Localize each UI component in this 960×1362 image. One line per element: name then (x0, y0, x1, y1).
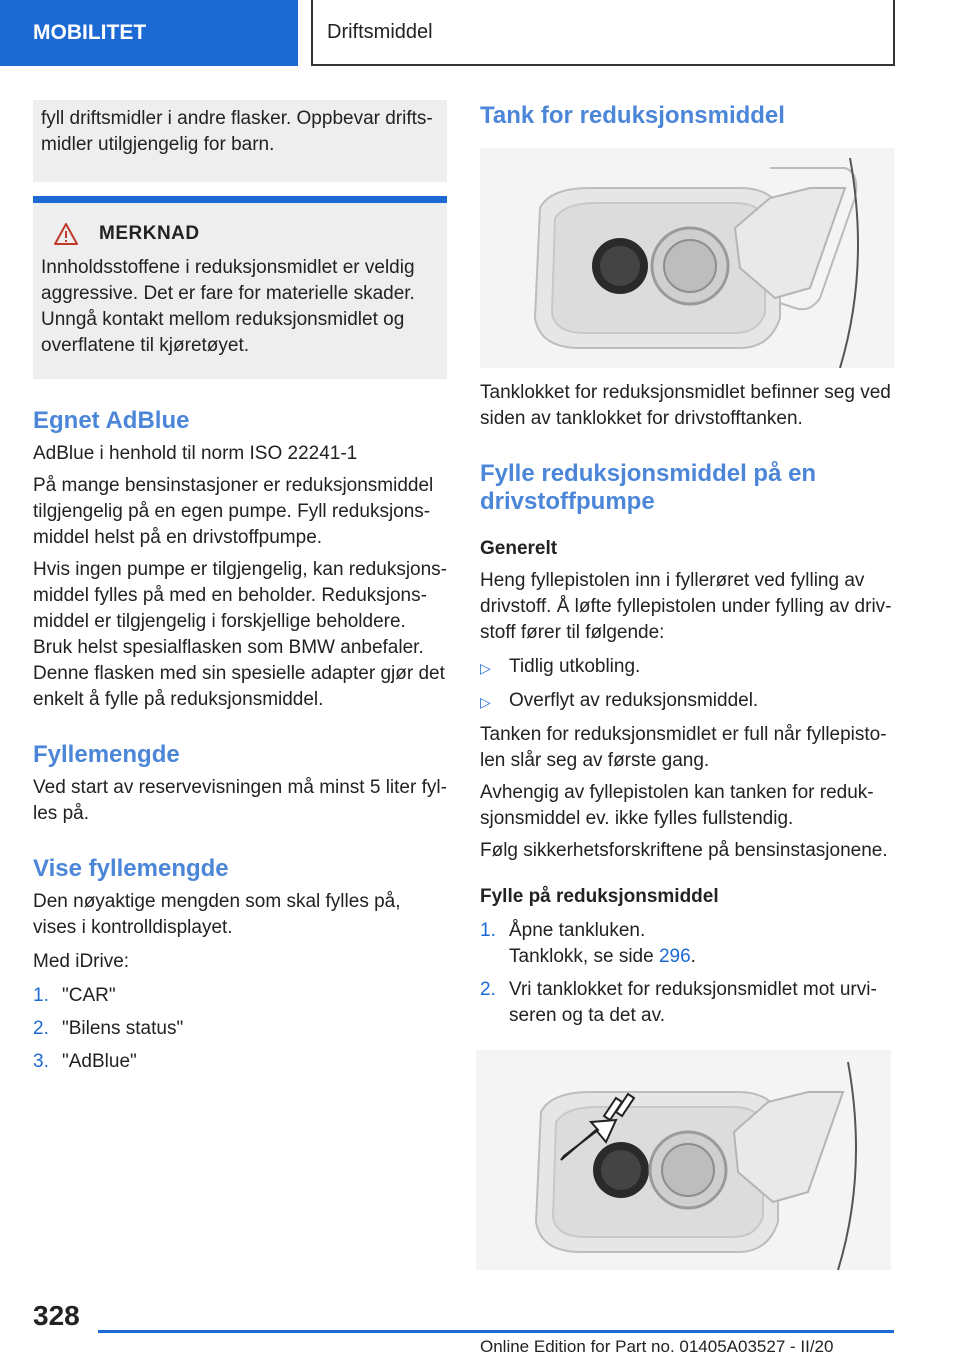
paragraph: Ved start av reservevisningen må minst 5 liter fyl-les på. (33, 777, 447, 824)
paragraph: Den nøyaktige mengden som skal fylles på, vises i kontrolldisplayet. (33, 891, 401, 938)
page-title: Driftsmiddel (327, 20, 433, 43)
paragraph: Avhengig av fyllepistolen kan tanken for reduk-sjonsmiddel ev. ikke fylles fullstendig. (480, 782, 874, 829)
paragraph: Hvis ingen pumpe er tilgjengelig, kan reduksjons-middel fylles på med en beholder. Reduksjons-middel er tilgjengelig i forskjellige beholdere. Bruk helst spesialflasken som BMW anbefaler. Denne flasken med sin spesielle adapter gjør det enkelt å fylle på reduksjonsmiddel. (33, 559, 448, 710)
paragraph: Med iDrive: (33, 951, 130, 972)
step-ref-suffix: . (690, 946, 696, 967)
list-item (480, 977, 895, 1029)
section-fylle-drivstoffpumpe (480, 460, 895, 1029)
triangle-bullet-icon: ▷ (480, 694, 491, 710)
note-title: MERKNAD (99, 223, 200, 244)
cap-removal-illustration (476, 1050, 891, 1270)
note-text: Innholdsstoffene i reduksjonsmidlet er veldig aggressive. Det er fare for materielle skader. Unngå kontakt mellom reduksjonsmidlet og overflatene til kjøretøyet. (41, 257, 415, 356)
paragraph: Følg sikkerhetsforskriftene på bensinstasjonene. (480, 840, 888, 861)
list-item (33, 1016, 447, 1042)
section-heading: Egnet AdBlue (33, 407, 190, 434)
page-number: 328 (33, 1300, 80, 1331)
step-number: 3. (33, 1051, 49, 1072)
paragraph: AdBlue i henhold til norm ISO 22241-1 (33, 443, 358, 464)
step-number: 1. (480, 920, 496, 941)
tank-cap-removal-image (476, 1050, 891, 1270)
paragraph: Heng fyllepistolen inn i fyllerøret ved fylling av drivstoff. Å løfte fyllepistolen under fylling av driv-stoff fører til følgende: (480, 570, 892, 643)
step-number: 2. (480, 979, 496, 1000)
footer-divider (98, 1330, 894, 1333)
list-item (33, 1049, 447, 1075)
section-vise-fyllemengde (33, 855, 447, 1075)
list-item (480, 654, 895, 681)
paragraph: På mange bensinstasjoner er reduksjonsmiddel tilgjengelig på en egen pumpe. Fyll reduksjons-middel helst på en drivstoffpumpe. (33, 475, 434, 548)
section-tab (0, 0, 298, 66)
warning-icon (53, 222, 79, 246)
section-label: MOBILITET (33, 21, 147, 44)
step-ref-prefix: Tanklokk, se side (509, 946, 659, 967)
bullet-text: Tidlig utkobling. (509, 656, 641, 677)
step-main-text: Åpne tankluken. (509, 920, 646, 941)
step-number: 2. (33, 1018, 49, 1039)
tank-flap-illustration (480, 148, 895, 368)
section-heading: Tank for reduksjonsmiddel (480, 102, 785, 129)
list-item (480, 688, 895, 715)
note-box (33, 196, 447, 379)
continued-warning-box (33, 100, 447, 182)
step-text (509, 918, 895, 970)
refill-steps (480, 918, 895, 1029)
note-header (41, 221, 439, 247)
step-text: Vri tanklokket for reduksjonsmidlet mot urvi-seren og ta det av. (509, 979, 877, 1026)
page-title-bar (311, 0, 895, 66)
list-item (33, 983, 447, 1009)
list-item (480, 918, 895, 970)
step-text: "Bilens status" (62, 1018, 184, 1039)
step-text: "CAR" (62, 985, 116, 1006)
step-text: "AdBlue" (62, 1051, 137, 1072)
tank-flap-image (480, 148, 895, 368)
section-heading: Fyllemengde (33, 741, 180, 768)
bullet-list (480, 654, 895, 715)
bullet-text: Overflyt av reduksjonsmiddel. (509, 690, 759, 711)
image-caption: Tanklokket for reduksjonsmidlet befinner seg ved siden av tanklokket for drivstofftanken. (480, 382, 891, 429)
section-egnet-adblue (33, 407, 447, 713)
subheading: Fylle på reduksjonsmiddel (480, 886, 719, 907)
paragraph: Tanken for reduksjonsmidlet er full når fyllepisto-len slår seg av første gang. (480, 724, 887, 771)
section-fyllemengde (33, 741, 447, 827)
section-heading: Vise fyllemengde (33, 855, 229, 882)
edition-note: Online Edition for Part no. 01405A03527 - II/20 (480, 1337, 834, 1356)
left-column (33, 100, 447, 1082)
step-number: 1. (33, 985, 49, 1006)
idrive-steps (33, 983, 447, 1075)
right-column (480, 100, 895, 1036)
section-heading: Fylle reduksjonsmiddel på en drivstoffpumpe (480, 460, 817, 515)
page-reference-link[interactable]: 296 (658, 946, 691, 967)
subheading: Generelt (480, 538, 558, 559)
triangle-bullet-icon: ▷ (480, 660, 491, 676)
continued-warning-text: fyll driftsmidler i andre flasker. Oppbevar drifts- midler utilgjengelig for barn. (41, 108, 433, 155)
